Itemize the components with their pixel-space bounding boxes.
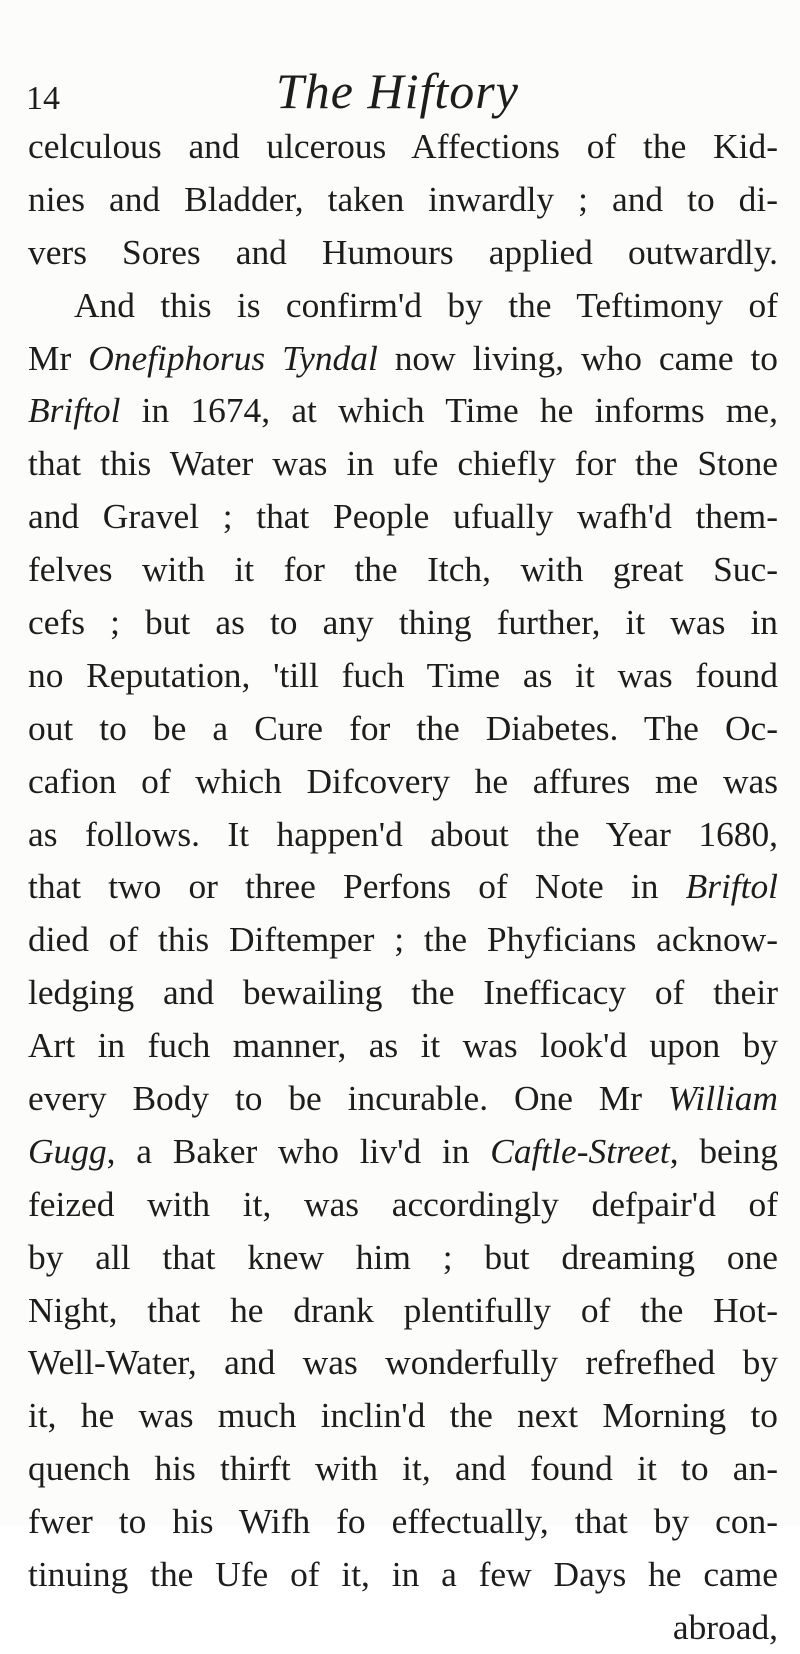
text-line: by all that knew him ; but dreaming one (28, 1236, 778, 1277)
running-title: The Hiftory (276, 63, 519, 119)
text-line: cefs ; but as to any thing further, it was in (28, 602, 778, 643)
text-line: every Body to be incurable. One Mr William (28, 1078, 778, 1119)
page-number: 14 (26, 80, 60, 117)
text-line: vers Sores and Humours applied outwardly. (28, 231, 778, 272)
text-line: Gugg, a Baker who liv'd in Caftle-Street, being (28, 1130, 778, 1171)
street-name: Caftle-Street (490, 1130, 670, 1171)
text-line: Night, that he drank plentifully of the Hot- (28, 1289, 778, 1330)
person-name: William (667, 1078, 778, 1119)
catchword: abroad, (672, 1606, 778, 1647)
text-line: and Gravel ; that People ufually wafh'd them- (28, 496, 778, 537)
body-text (28, 120, 778, 1654)
text-line: Well-Water, and was wonderfully refrefhed by (28, 1342, 778, 1383)
text-line: felves with it for the Itch, with great Suc- (28, 549, 778, 590)
text-line: died of this Diftemper ; the Phyficians acknow- (28, 919, 778, 960)
text-line: that this Water was in ufe chiefly for the Stone (28, 443, 778, 484)
text-line: fwer to his Wifh fo effectually, that by con- (28, 1501, 778, 1542)
text-line: as follows. It happen'd about the Year 1680, (28, 813, 778, 854)
text-line: Briftol in 1674, at which Time he informs me, (28, 390, 778, 431)
text-line: ledging and bewailing the Inefficacy of their (28, 972, 778, 1013)
text-line: Mr Onefiphorus Tyndal now living, who came to (28, 337, 778, 378)
person-name: Onefiphorus Tyndal (88, 337, 378, 378)
text-line: that two or three Perfons of Note in Briftol (28, 866, 778, 907)
text-line: Art in fuch manner, as it was look'd upon by (28, 1025, 778, 1066)
text-line: And this is confirm'd by the Teftimony of (74, 284, 778, 325)
text-line: quench his thirft with it, and found it to an- (28, 1448, 778, 1489)
text-line: no Reputation, 'till fuch Time as it was found (28, 654, 778, 695)
text-line: nies and Bladder, taken inwardly ; and to di- (28, 178, 778, 219)
text-line: cafion of which Difcovery he affures me was (28, 760, 778, 801)
text-line: feized with it, was accordingly defpair'd of (28, 1183, 778, 1224)
place-name: Briftol (685, 866, 778, 907)
place-name: Briftol (28, 390, 121, 431)
text-line: out to be a Cure for the Diabetes. The Oc- (28, 707, 778, 748)
running-head (26, 62, 786, 122)
person-name: Gugg (28, 1130, 107, 1171)
text-line: it, he was much inclin'd the next Morning to (28, 1395, 778, 1436)
text-line: tinuing the Ufe of it, in a few Days he came (28, 1554, 778, 1595)
text-line: celculous and ulcerous Affections of the Kid- (28, 126, 778, 166)
